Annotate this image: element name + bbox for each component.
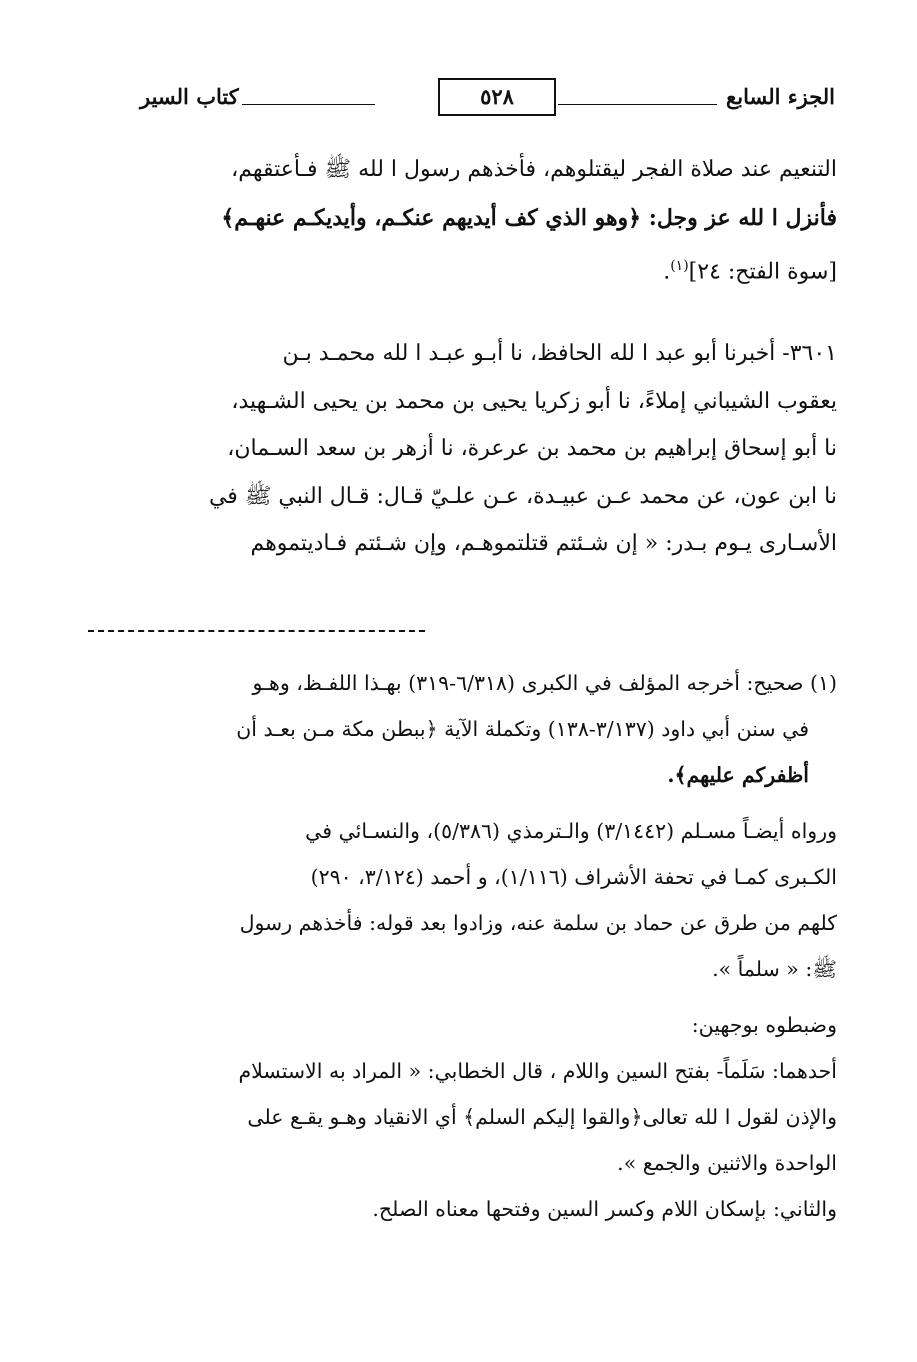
main-paragraph-1	[108, 146, 837, 290]
book-title: كتاب السير	[140, 84, 239, 109]
footnote-line: والثاني: بإسكان اللام وكسر السين وفتحها معناه الصلح.	[372, 1197, 837, 1221]
surah-reference: [سوة الفتح: ٢٤]	[688, 259, 837, 285]
text-line: ٣٦٠١- أخبرنا أبو عبد ا لله الحافظ، نا أبـو عبـد ا لله محمـد بـن	[282, 341, 837, 366]
footnote-line: الواحدة والاثنين والجمع ».	[617, 1151, 837, 1175]
text-line: فأنزل ا لله عز وجل: ﴿وهو الذي كف أيديهم عنكـم، وأيديكـم عنهـم﴾	[221, 205, 837, 231]
footnote-line: كلهم من طرق عن حماد بن سلمة عنه، وزادوا بعد قوله: فأخذهم رسول	[239, 911, 837, 935]
footnote-line: ورواه أيضـاً مسـلم (٣/١٤٤٢) والـترمذي (٥/٣٨٦)، والنسـائي في	[305, 819, 837, 843]
text-line: نا ابن عون، عن محمد عـن عبيـدة، عـن علـيّ قـال: قـال النبي ﷺ في	[208, 483, 837, 509]
footnote-line: وضبطوه بوجهين:	[691, 1013, 837, 1037]
text-line: يعقوب الشيباني إملاءً، نا أبو زكريا يحيى بن محمد بن يحيى الشـهيد،	[231, 388, 837, 414]
sentence-end: .	[663, 259, 671, 285]
hadith-paragraph	[108, 330, 837, 568]
footnote-line: (١) صحيح: أخرجه المؤلف في الكبرى (٦/٣١٨-٣١٩) بهـذا اللفـظ، وهـو	[252, 671, 837, 695]
text-line: التنعيم عند صلاة الفجر ليقتلوهم، فأخذهم رسول ا لله ﷺ فـأعتقهم،	[231, 157, 837, 182]
footnote-separator	[88, 630, 425, 632]
footnote-line: أظفركم عليهم﴾.	[667, 763, 809, 787]
footnote-line: في سنن أبي داود (٣/١٣٧-١٣٨) وتكملة الآية ﴿ببطن مكة مـن بعـد أن	[236, 717, 809, 741]
footnotes	[108, 660, 837, 1232]
footnote-line: ﷺ: « سلماً ».	[712, 957, 837, 981]
header-rule-left	[242, 104, 375, 105]
text-line: الأسـارى يـوم بـدر: « إن شـئتم قتلتموهـم، وإن شـئتم فـاديتموهم	[250, 531, 837, 557]
volume-label: الجزء السابع	[726, 84, 835, 109]
text-line: نا أبو إسحاق إبراهيم بن محمد بن عرعرة، نا أزهر بن سعد السـمان،	[227, 436, 837, 462]
footnote-line: أحدهما: سَلَماً- بفتح السين واللام ، قال الخطابي: « المراد به الاستسلام	[238, 1059, 837, 1083]
header-rule-right	[558, 104, 717, 105]
page-number-box: ٥٢٨	[438, 78, 556, 116]
footnote-line: الكـبرى كمـا في تحفة الأشراف (١/١١٦)، و أحمد (٣/١٢٤، ٢٩٠)	[310, 865, 837, 889]
running-header	[120, 68, 835, 124]
footnote-marker: (١)	[670, 258, 689, 274]
footnote-line: والإذن لقول ا لله تعالى﴿والقوا إليكم السلم﴾ أي الانقياد وهـو يقـع على	[247, 1105, 837, 1129]
text-line	[108, 242, 837, 290]
